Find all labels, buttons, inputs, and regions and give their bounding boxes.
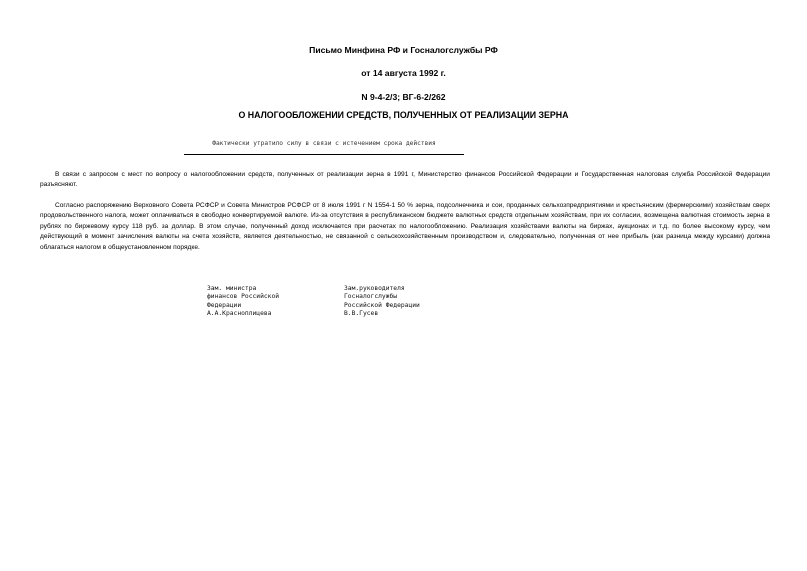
signature-right-org-cont: Российской Федерации [344, 301, 420, 309]
document-subject: О НАЛОГООБЛОЖЕНИИ СРЕДСТВ, ПОЛУЧЕННЫХ ОТ РЕАЛИЗАЦИИ ЗЕРНА [238, 110, 569, 120]
signature-right-position: Зам.руководителя [344, 285, 405, 292]
body-paragraph-2: Согласно распоряжению Верховного Совета РСФСР и Совета Министров РСФСР от 8 июля 1991 г N 1554-1 50 % зерна, подсолнечника и сои, проданных сельхозпредприятиями и крестьянским (фермерскими) хозяйствам сверх продовольственного налога, может оплачиваться в свободно конвертируемой валюте. Из-за отсутствия в республиканском бюджете валютных средств отдельным хозяйствам, при их согласии, возмещена валютная стоимость зерна в рублях по биржевому курсу 118 руб. за доллар. В этом случае, полученный доход исключается при расчетах по налогообложению. Реализация хозяйствами валюты на биржах, аукционах и т.д. по более высокому курсу, чем действующий в момент зачисления валюты на счета хозяйств, является деятельностью, не связанной с сельскохозяйственным производством и, следовательно, полученная от нее прибыль (как разница между курсами) должна облагаться налогом в общеустановленном порядке. [40, 202, 770, 251]
signature-right-name: В.В.Гусев [344, 309, 379, 317]
signature-left-org: финансов Российской [207, 293, 280, 301]
document-title: Письмо Минфина РФ и Госналогслужбы РФ [309, 45, 498, 55]
signature-left [207, 285, 279, 318]
signature-left-org-cont: Федерации [207, 301, 242, 309]
document-number: N 9-4-2/3; ВГ-6-2/262 [361, 92, 446, 102]
signature-left-position: Зам. министра [207, 285, 257, 292]
status-note: Фактически утратило силу в связи с истечением срока действия [212, 140, 436, 147]
signature-right [344, 285, 420, 318]
status-divider [184, 154, 464, 155]
signature-left-name: А.А.Красноплицева [207, 309, 272, 317]
signature-right-org: Госналогслужбы [344, 293, 398, 301]
document-date: от 14 августа 1992 г. [361, 68, 446, 78]
body-paragraph-1: В связи с запросом с мест по вопросу о налогообложении средств, полученных от реализации зерна в 1991 г, Министерство финансов Российской Федерации и Государственная налоговая служба Российской Федерации разъясняют. [40, 171, 770, 189]
